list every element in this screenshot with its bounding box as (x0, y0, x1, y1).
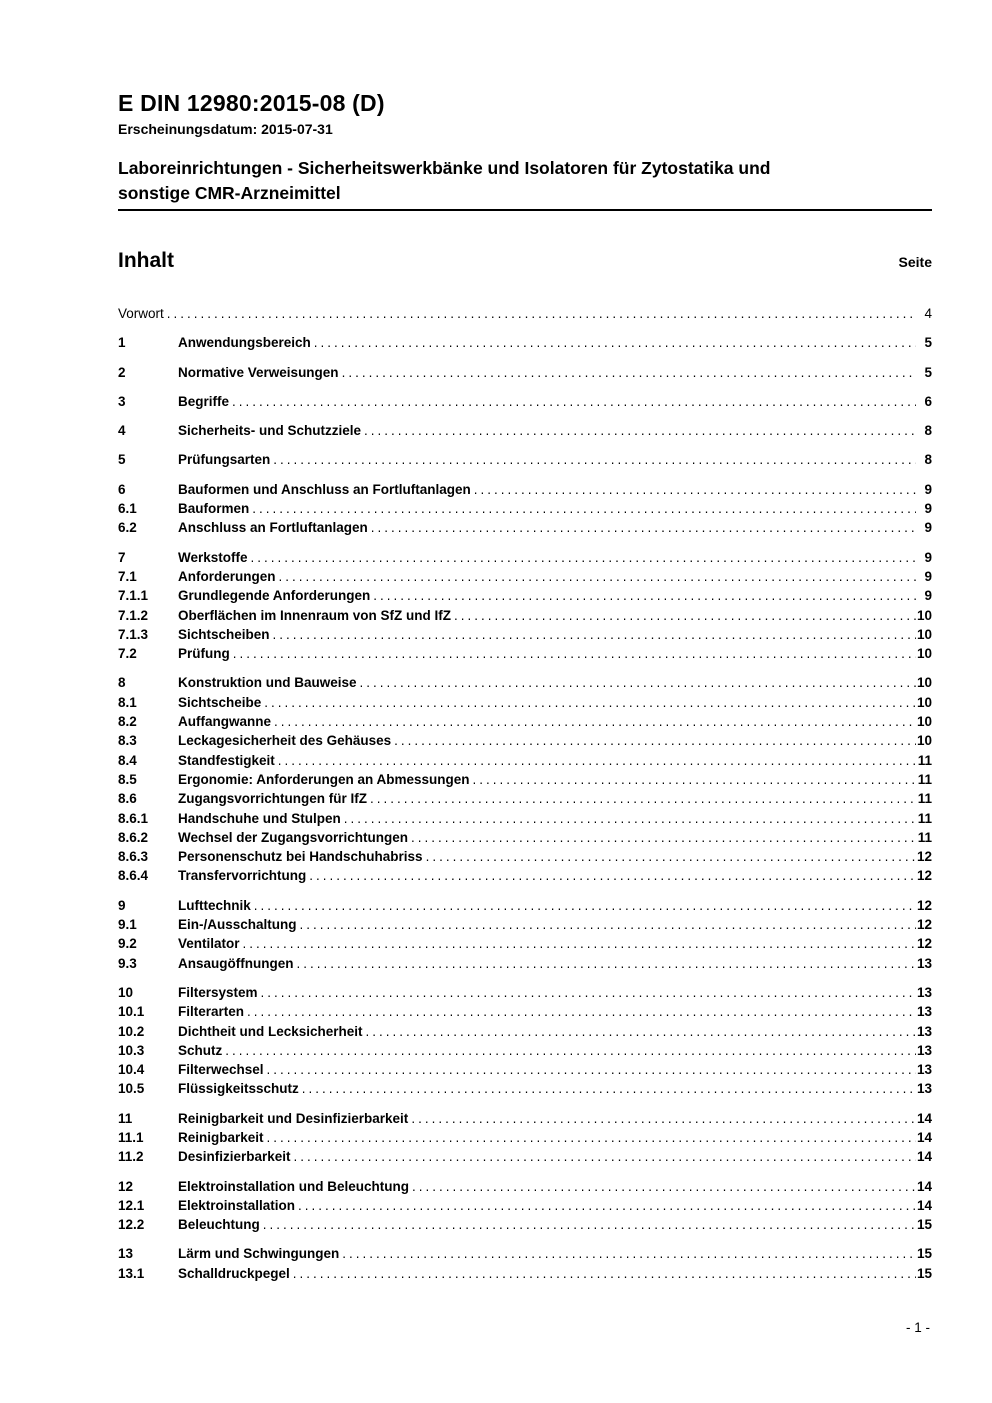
toc-leader-dots (252, 499, 916, 518)
toc-entry (118, 673, 932, 692)
toc-entry-title: Oberflächen im Innenraum von SfZ und IfZ (178, 607, 452, 623)
toc-entry (118, 896, 932, 915)
toc-leader-dots (261, 983, 916, 1002)
toc-entry-title: Vorwort (118, 306, 164, 321)
toc-entry-number: 1 (118, 335, 126, 351)
toc-entry-page: 10 (916, 714, 932, 730)
toc-entry-title: Auffangwanne (178, 714, 271, 730)
toc-entry (118, 789, 932, 808)
toc-entry-number: 8.1 (118, 694, 137, 710)
toc-entry-page: 8 (924, 452, 932, 468)
toc-entry (118, 847, 932, 866)
toc-entry-number: 8 (118, 675, 126, 691)
toc-entry (118, 392, 932, 411)
toc-leader-dots (370, 789, 916, 808)
toc-group (118, 480, 932, 538)
toc-entry-number: 5 (118, 452, 126, 468)
toc-entry (118, 954, 932, 973)
toc-entry-page: 10 (916, 626, 932, 642)
toc-entry-title: Handschuhe und Stulpen (178, 810, 341, 826)
toc-entry-page: 15 (916, 1217, 932, 1233)
toc-entry (118, 567, 932, 586)
toc-entry (118, 1264, 932, 1283)
toc-entry-number: 8.6.4 (118, 868, 149, 884)
toc-entry-page: 11 (917, 829, 932, 845)
toc-entry (118, 770, 932, 789)
toc-entry-page: 9 (924, 549, 932, 565)
toc-entry (118, 751, 932, 770)
toc-entry-number: 8.3 (118, 733, 137, 749)
toc-entry (118, 480, 932, 499)
toc-leader-dots (371, 518, 916, 537)
toc-entry-title: Ansaugöffnungen (178, 955, 294, 971)
toc-entry (118, 809, 932, 828)
toc-leader-dots (309, 866, 916, 885)
toc-group (118, 392, 932, 411)
toc-entry-title: Reinigbarkeit und Desinfizierbarkeit (178, 1110, 409, 1126)
toc-entry-title: Lufttechnik (178, 897, 251, 913)
toc-entry-number: 8.4 (118, 752, 137, 768)
toc-entry-title: Elektroinstallation und Beleuchtung (178, 1178, 410, 1194)
toc-leader-dots (364, 421, 916, 440)
toc-leader-dots (233, 644, 916, 663)
toc-leader-dots (273, 625, 916, 644)
toc-entry-page: 12 (916, 849, 932, 865)
toc-entry-number: 9.1 (118, 917, 137, 933)
toc-entry (118, 586, 932, 605)
toc-entry (118, 363, 932, 382)
toc-entry-title: Desinfizierbarkeit (178, 1149, 291, 1165)
toc-entry-title: Konstruktion und Bauweise (178, 675, 357, 691)
toc-entry-page: 13 (916, 1023, 932, 1039)
toc-group (118, 304, 932, 323)
toc-entry-title: Wechsel der Zugangsvorrichtungen (178, 829, 409, 845)
toc-leader-dots (264, 693, 916, 712)
toc-entry-page: 8 (924, 423, 932, 439)
toc-leader-dots (293, 1264, 916, 1283)
toc-entries (118, 304, 932, 1283)
toc-entry-title: Normative Verweisungen (178, 364, 339, 380)
toc-leader-dots (342, 1244, 916, 1263)
toc-entry (118, 1079, 932, 1098)
toc-entry-number: 11.1 (118, 1129, 144, 1145)
toc-header-row (118, 248, 932, 274)
toc-entry-title: Bauformen (178, 501, 250, 517)
toc-entry-page: 13 (916, 1004, 932, 1020)
toc-group (118, 548, 932, 664)
toc-group (118, 421, 932, 440)
toc-entry-number: 8.6.3 (118, 849, 149, 865)
document-title-line-1: Laboreinrichtungen - Sicherheitswerkbänke und Isolatoren für Zytostatika und (118, 158, 771, 178)
toc-group (118, 896, 932, 973)
toc-entry-title: Elektroinstallation (178, 1197, 296, 1213)
toc-leader-dots (411, 828, 916, 847)
toc-entry-page: 12 (916, 936, 932, 952)
toc-leader-dots (360, 673, 916, 692)
toc-entry-number: 11.2 (118, 1149, 144, 1165)
standard-number: E DIN 12980:2015-08 (D) (118, 90, 385, 116)
toc-entry-title: Sicherheits- und Schutzziele (178, 423, 362, 439)
toc-entry (118, 499, 932, 518)
toc-entry-page: 9 (924, 520, 932, 536)
toc-entry (118, 1196, 932, 1215)
toc-entry (118, 1022, 932, 1041)
toc-entry (118, 934, 932, 953)
toc-leader-dots (243, 934, 916, 953)
toc-leader-dots (394, 731, 916, 750)
toc-leader-dots (274, 712, 916, 731)
toc-entry (118, 1128, 932, 1147)
toc-entry-page: 9 (924, 588, 932, 604)
toc-entry-title: Bauformen und Anschluss an Fortluftanlagen (178, 481, 471, 497)
toc-leader-dots (267, 1060, 916, 1079)
toc-entry (118, 915, 932, 934)
toc-group (118, 673, 932, 885)
toc-entry-title: Anschluss an Fortluftanlagen (178, 520, 368, 536)
toc-entry-number: 10.3 (118, 1042, 145, 1058)
toc-entry-page: 10 (916, 646, 932, 662)
toc-entry-page: 13 (916, 1062, 932, 1078)
toc-entry-number: 10 (118, 984, 134, 1000)
toc-leader-dots (263, 1215, 916, 1234)
toc-entry-page: 5 (924, 364, 932, 380)
toc-entry-page: 10 (916, 733, 932, 749)
toc-group (118, 333, 932, 352)
toc-entry-number: 11 (118, 1110, 133, 1126)
toc-entry-title: Beleuchtung (178, 1217, 260, 1233)
toc-entry-page: 12 (916, 917, 932, 933)
toc-leader-dots (366, 1022, 916, 1041)
toc-entry-number: 2 (118, 364, 126, 380)
toc-leader-dots (254, 896, 916, 915)
toc-entry-page: 9 (924, 501, 932, 517)
toc-leader-dots (167, 304, 916, 323)
toc-entry (118, 304, 932, 323)
toc-entry-page: 13 (916, 1081, 932, 1097)
toc-entry-number: 10.2 (118, 1023, 145, 1039)
toc-entry-title: Transfervorrichtung (178, 868, 307, 884)
toc-group (118, 450, 932, 469)
toc-entry (118, 1041, 932, 1060)
toc-entry-title: Leckagesicherheit des Gehäuses (178, 733, 392, 749)
toc-leader-dots (454, 606, 916, 625)
toc-entry-page: 13 (916, 1042, 932, 1058)
toc-entry-title: Ventilator (178, 936, 240, 952)
toc-entry (118, 866, 932, 885)
toc-entry-title: Anforderungen (178, 568, 276, 584)
toc-entry-number: 6 (118, 481, 126, 497)
toc-entry-title: Werkstoffe (178, 549, 248, 565)
toc-entry-page: 12 (916, 897, 932, 913)
toc-entry-number: 7.1.2 (118, 607, 149, 623)
toc-entry-title: Ein-/Ausschaltung (178, 917, 297, 933)
toc-entry-page: 10 (916, 607, 932, 623)
toc-entry (118, 1002, 932, 1021)
toc-leader-dots (267, 1128, 916, 1147)
toc-entry-title: Personenschutz bei Handschuhabriss (178, 849, 423, 865)
toc-entry-title: Reinigbarkeit (178, 1129, 264, 1145)
toc-entry-title: Schutz (178, 1042, 223, 1058)
toc-entry-number: 8.5 (118, 771, 137, 787)
toc-entry-page: 10 (916, 675, 932, 691)
toc-entry (118, 731, 932, 750)
toc-entry-page: 14 (916, 1149, 932, 1165)
toc-entry-title: Flüssigkeitsschutz (178, 1081, 299, 1097)
toc-entry-number: 8.6 (118, 791, 137, 807)
toc-entry (118, 983, 932, 1002)
toc-entry-page: 11 (917, 771, 932, 787)
toc-entry-number: 7.1.1 (118, 588, 149, 604)
toc-heading: Inhalt (118, 249, 174, 272)
toc-entry-title: Zugangsvorrichtungen für IfZ (178, 791, 367, 807)
toc-entry-number: 10.4 (118, 1062, 145, 1078)
toc-entry-page: 11 (917, 791, 932, 807)
toc-group (118, 363, 932, 382)
toc-entry (118, 644, 932, 663)
toc-entry (118, 606, 932, 625)
toc-entry-title: Prüfung (178, 646, 230, 662)
toc-group (118, 1244, 932, 1283)
toc-entry-title: Sichtscheibe (178, 694, 262, 710)
toc-leader-dots (294, 1147, 916, 1166)
toc-entry-number: 12.1 (118, 1197, 145, 1213)
toc-entry-page: 15 (916, 1246, 932, 1262)
toc-entry-number: 10.5 (118, 1081, 145, 1097)
toc-entry-number: 9.2 (118, 936, 137, 952)
toc-entry-title: Sichtscheiben (178, 626, 270, 642)
toc-leader-dots (247, 1002, 916, 1021)
toc-leader-dots (412, 1177, 916, 1196)
toc-group (118, 983, 932, 1099)
toc-entry (118, 1147, 932, 1166)
toc-leader-dots (298, 1196, 916, 1215)
toc-leader-dots (344, 809, 916, 828)
toc-entry-title: Ergonomie: Anforderungen an Abmessungen (178, 771, 470, 787)
toc-entry-number: 9.3 (118, 955, 137, 971)
toc-leader-dots (279, 567, 917, 586)
toc-entry (118, 1215, 932, 1234)
toc-entry (118, 1060, 932, 1079)
toc-entry-page: 10 (916, 694, 932, 710)
toc-entry (118, 693, 932, 712)
toc-leader-dots (278, 751, 916, 770)
toc-entry (118, 1244, 932, 1263)
page-content (118, 88, 932, 1293)
toc-entry-page: 14 (916, 1110, 932, 1126)
toc-entry-number: 4 (118, 423, 126, 439)
toc-entry-number: 7.1.3 (118, 626, 149, 642)
toc-entry-page: 4 (924, 306, 932, 321)
toc-entry-title: Prüfungsarten (178, 452, 271, 468)
toc-entry-page: 6 (924, 393, 932, 409)
toc-entry (118, 828, 932, 847)
toc-entry-page: 13 (916, 984, 932, 1000)
toc-leader-dots (300, 915, 916, 934)
toc-entry-page: 14 (916, 1129, 932, 1145)
toc-leader-dots (426, 847, 916, 866)
toc-entry-number: 7.1 (118, 568, 137, 584)
toc-leader-dots (251, 548, 916, 567)
toc-group (118, 1177, 932, 1235)
toc-entry-title: Dichtheit und Lecksicherheit (178, 1023, 363, 1039)
toc-entry-title: Anwendungsbereich (178, 335, 311, 351)
toc-entry (118, 333, 932, 352)
toc-entry-number: 8.6.2 (118, 829, 149, 845)
toc-leader-dots (225, 1041, 916, 1060)
toc-leader-dots (373, 586, 916, 605)
toc-entry-number: 6.1 (118, 501, 137, 517)
toc-entry-page: 13 (916, 955, 932, 971)
toc-entry (118, 1109, 932, 1128)
toc-entry (118, 548, 932, 567)
page-number-footer: - 1 - (905, 1320, 930, 1335)
document-title (118, 156, 932, 206)
toc-leader-dots (314, 333, 916, 352)
toc-entry-number: 8.2 (118, 714, 137, 730)
toc-leader-dots (473, 770, 916, 789)
toc-page-column-label: Seite (898, 254, 932, 270)
toc-entry-page: 15 (916, 1265, 932, 1281)
toc-entry-title: Begriffe (178, 393, 230, 409)
toc-leader-dots (273, 450, 916, 469)
toc-entry-number: 13.1 (118, 1265, 145, 1281)
toc-entry-page: 14 (916, 1178, 932, 1194)
toc-entry-title: Filtersystem (178, 984, 258, 1000)
toc-entry-number: 8.6.1 (118, 810, 149, 826)
toc-group (118, 1109, 932, 1167)
toc-entry (118, 421, 932, 440)
toc-leader-dots (296, 954, 916, 973)
toc-entry-number: 10.1 (118, 1004, 145, 1020)
toc-entry (118, 712, 932, 731)
toc-entry (118, 450, 932, 469)
toc-entry-page: 5 (924, 335, 932, 351)
toc-entry (118, 625, 932, 644)
toc-entry-page: 12 (916, 868, 932, 884)
toc-leader-dots (302, 1079, 916, 1098)
toc-entry-title: Lärm und Schwingungen (178, 1246, 340, 1262)
toc-entry-number: 6.2 (118, 520, 137, 536)
toc-entry-title: Standfestigkeit (178, 752, 275, 768)
toc-entry-title: Grundlegende Anforderungen (178, 588, 371, 604)
toc-entry-page: 9 (924, 481, 932, 497)
toc-entry-number: 12 (118, 1178, 134, 1194)
toc-entry-title: Filterarten (178, 1004, 245, 1020)
toc-entry-number: 7 (118, 549, 126, 565)
toc-entry-page: 11 (917, 810, 932, 826)
toc-entry-number: 12.2 (118, 1217, 145, 1233)
toc-entry-number: 13 (118, 1246, 134, 1262)
toc-leader-dots (411, 1109, 916, 1128)
toc-entry-number: 7.2 (118, 646, 137, 662)
document-title-line-2: sonstige CMR-Arzneimittel (118, 183, 341, 203)
toc-entry (118, 1177, 932, 1196)
toc-entry-number: 3 (118, 393, 126, 409)
toc-leader-dots (474, 480, 916, 499)
toc-entry-title: Filterwechsel (178, 1062, 264, 1078)
toc-entry-page: 14 (916, 1197, 932, 1213)
toc-entry-number: 9 (118, 897, 126, 913)
toc-entry-page: 11 (917, 752, 932, 768)
toc-leader-dots (232, 392, 916, 411)
toc-entry (118, 518, 932, 537)
toc-entry-title: Schalldruckpegel (178, 1265, 290, 1281)
publication-date: Erscheinungsdatum: 2015-07-31 (118, 121, 333, 137)
title-divider-rule (118, 209, 932, 211)
toc-entry-page: 9 (924, 568, 932, 584)
toc-leader-dots (342, 363, 916, 382)
